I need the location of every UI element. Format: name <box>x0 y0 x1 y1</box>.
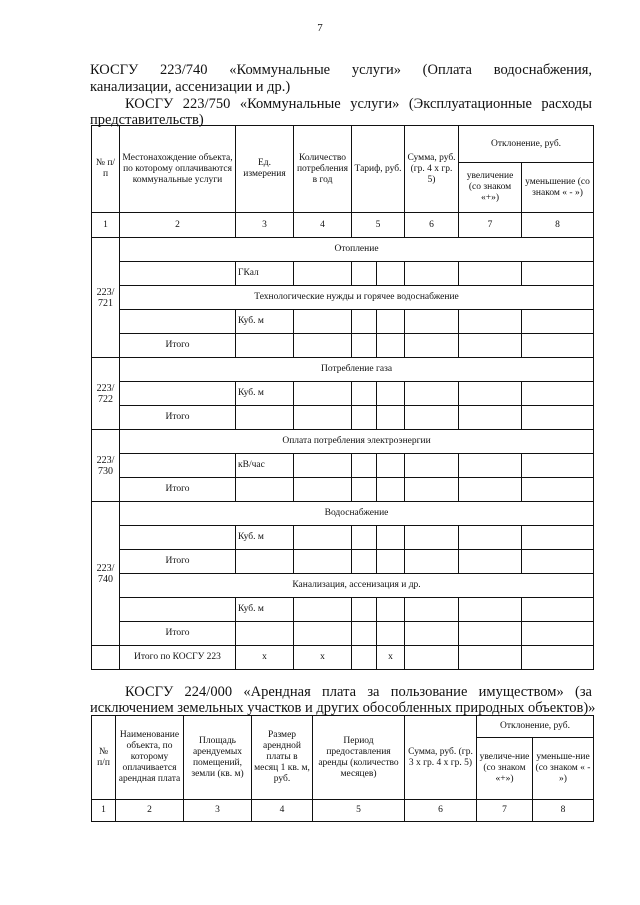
table-cell <box>377 622 405 646</box>
table-cell <box>522 598 594 622</box>
table-cell <box>294 262 352 286</box>
table-cell <box>352 406 377 430</box>
rent-header-deviation: Отклонение, руб. <box>477 716 594 738</box>
header-decrease: уменьшение (со знаком « - ») <box>522 163 594 213</box>
header-increase: увеличение (со знаком «+») <box>459 163 522 213</box>
table-cell <box>120 454 236 478</box>
table-cell <box>522 622 594 646</box>
table-cell <box>294 550 352 574</box>
table-cell <box>352 478 377 502</box>
table-cell <box>405 526 459 550</box>
table-cell <box>377 310 405 334</box>
col-num-8: 8 <box>522 213 594 238</box>
table-cell <box>405 334 459 358</box>
total-label: Итого по КОСГУ 223 <box>120 646 236 670</box>
col-num-5: 5 <box>352 213 405 238</box>
rent-col-num-7: 7 <box>477 800 533 822</box>
table-cell <box>405 262 459 286</box>
rent-header-sum: Сумма, руб. (гр. 3 х гр. 4 х гр. 5) <box>405 716 477 800</box>
table-cell <box>294 334 352 358</box>
col-num-6: 6 <box>405 213 459 238</box>
table-cell <box>405 310 459 334</box>
rent-header-period: Период предоставления аренды (количество месяцев) <box>313 716 405 800</box>
rent-header-name: Наименование объекта, по которому оплачивается арендная плата <box>116 716 184 800</box>
table-cell <box>459 382 522 406</box>
table-cell <box>236 550 294 574</box>
table-cell <box>377 526 405 550</box>
table-cell <box>352 382 377 406</box>
header-sum: Сумма, руб. (гр. 4 х гр. 5) <box>405 126 459 213</box>
total-x-unit: x <box>236 646 294 670</box>
table-cell <box>405 478 459 502</box>
table-cell <box>459 478 522 502</box>
col-num-4: 4 <box>294 213 352 238</box>
table-cell <box>352 622 377 646</box>
unit-cubic-1: Куб. м <box>236 310 294 334</box>
header-quantity: Количество потребления в год <box>294 126 352 213</box>
table-cell <box>294 310 352 334</box>
table-cell <box>459 334 522 358</box>
table-cell <box>294 598 352 622</box>
table-cell <box>377 262 405 286</box>
heading2-line1: КОСГУ 224/000 «Арендная плата за пользование имуществом» (за <box>125 684 592 700</box>
table-cell <box>294 622 352 646</box>
table-cell <box>294 478 352 502</box>
table-cell <box>377 550 405 574</box>
table-cell <box>377 478 405 502</box>
table-cell <box>459 406 522 430</box>
table-cell <box>352 262 377 286</box>
table-cell <box>377 382 405 406</box>
unit-gcal: ГКал <box>236 262 294 286</box>
rent-col-num-6: 6 <box>405 800 477 822</box>
table-cell <box>405 454 459 478</box>
table-cell <box>459 646 522 670</box>
itogo-721: Итого <box>120 334 236 358</box>
heading1-line3: КОСГУ 223/750 «Коммунальные услуги» (Эксплуатационные расходы <box>125 96 592 112</box>
table-cell <box>459 310 522 334</box>
table-cell <box>405 550 459 574</box>
table-cell <box>459 526 522 550</box>
header-num: № п/п <box>92 126 120 213</box>
table-cell <box>459 262 522 286</box>
table-cell <box>522 406 594 430</box>
table-cell <box>522 646 594 670</box>
col-num-7: 7 <box>459 213 522 238</box>
header-deviation: Отклонение, руб. <box>459 126 594 163</box>
rent-table <box>91 715 594 822</box>
code-223-722: 223/ 722 <box>92 358 120 430</box>
table-cell <box>236 622 294 646</box>
table-cell <box>405 406 459 430</box>
heading2-line2: исключением земельных участков и других обособленных природных объектов)» <box>90 700 596 716</box>
total-x-quantity: x <box>294 646 352 670</box>
section-tech-needs: Технологические нужды и горячее водоснабжение <box>120 286 594 310</box>
table-cell <box>352 646 377 670</box>
table-cell <box>522 334 594 358</box>
itogo-730: Итого <box>120 478 236 502</box>
table-cell <box>377 454 405 478</box>
heading1-line1: КОСГУ 223/740 «Коммунальные услуги» (Оплата водоснабжения, <box>90 62 592 78</box>
itogo-740-sewage: Итого <box>120 622 236 646</box>
table-cell <box>459 598 522 622</box>
table-cell <box>120 598 236 622</box>
table-cell <box>352 334 377 358</box>
table-cell <box>522 478 594 502</box>
col-num-1: 1 <box>92 213 120 238</box>
rent-header-increase: увеличе-ние (со знаком «+») <box>477 738 533 800</box>
section-heating: Отопление <box>120 238 594 262</box>
header-location: Местонахождение объекта, по которому оплачиваются коммунальные услуги <box>120 126 236 213</box>
page-number: 7 <box>317 22 323 34</box>
rent-col-num-5: 5 <box>313 800 405 822</box>
table-cell <box>294 454 352 478</box>
table-cell <box>120 526 236 550</box>
table-cell <box>522 454 594 478</box>
rent-header-rate: Размер арендной платы в месяц 1 кв. м, руб. <box>252 716 313 800</box>
table-cell <box>352 310 377 334</box>
total-x-tariff: x <box>377 646 405 670</box>
col-num-3: 3 <box>236 213 294 238</box>
section-sewage: Канализация, ассенизация и др. <box>120 574 594 598</box>
heading1-line2: канализации, ассенизации и др.) <box>90 79 291 95</box>
table-cell <box>522 526 594 550</box>
table-cell <box>405 646 459 670</box>
utilities-table <box>91 125 594 670</box>
rent-col-num-1: 1 <box>92 800 116 822</box>
table-cell <box>352 526 377 550</box>
table-cell <box>377 598 405 622</box>
rent-col-num-8: 8 <box>533 800 594 822</box>
col-num-2: 2 <box>120 213 236 238</box>
section-electricity: Оплата потребления электроэнергии <box>120 430 594 454</box>
table-cell <box>120 310 236 334</box>
rent-header-num: № п/п <box>92 716 116 800</box>
table-cell <box>459 622 522 646</box>
code-223-740: 223/ 740 <box>92 502 120 646</box>
table-cell <box>352 550 377 574</box>
table-cell <box>92 646 120 670</box>
rent-col-num-2: 2 <box>116 800 184 822</box>
table-cell <box>377 406 405 430</box>
table-cell <box>459 550 522 574</box>
heading1-line4: представительств) <box>90 112 204 128</box>
table-cell <box>120 262 236 286</box>
header-unit: Ед. измерения <box>236 126 294 213</box>
table-cell <box>294 382 352 406</box>
rent-header-decrease: уменьше-ние (со знаком « - ») <box>533 738 594 800</box>
table-cell <box>405 622 459 646</box>
itogo-722: Итого <box>120 406 236 430</box>
table-cell <box>294 406 352 430</box>
rent-header-area: Площадь арендуемых помещений, земли (кв. м) <box>184 716 252 800</box>
table-cell <box>236 406 294 430</box>
unit-cubic-2: Куб. м <box>236 382 294 406</box>
table-cell <box>377 334 405 358</box>
section-gas: Потребление газа <box>120 358 594 382</box>
table-cell <box>120 382 236 406</box>
table-cell <box>459 454 522 478</box>
table-cell <box>522 550 594 574</box>
table-cell <box>405 598 459 622</box>
unit-kw: кВ/час <box>236 454 294 478</box>
table-cell <box>405 382 459 406</box>
table-cell <box>236 478 294 502</box>
table-cell <box>294 526 352 550</box>
code-223-730: 223/ 730 <box>92 430 120 502</box>
table-cell <box>352 454 377 478</box>
table-cell <box>352 598 377 622</box>
unit-cubic-4: Куб. м <box>236 598 294 622</box>
itogo-740-water: Итого <box>120 550 236 574</box>
table-cell <box>522 310 594 334</box>
rent-col-num-4: 4 <box>252 800 313 822</box>
code-223-721: 223/ 721 <box>92 238 120 358</box>
table-cell <box>236 334 294 358</box>
section-water: Водоснабжение <box>120 502 594 526</box>
rent-col-num-3: 3 <box>184 800 252 822</box>
unit-cubic-3: Куб. м <box>236 526 294 550</box>
header-tariff: Тариф, руб. <box>352 126 405 213</box>
table-cell <box>522 382 594 406</box>
table-cell <box>522 262 594 286</box>
